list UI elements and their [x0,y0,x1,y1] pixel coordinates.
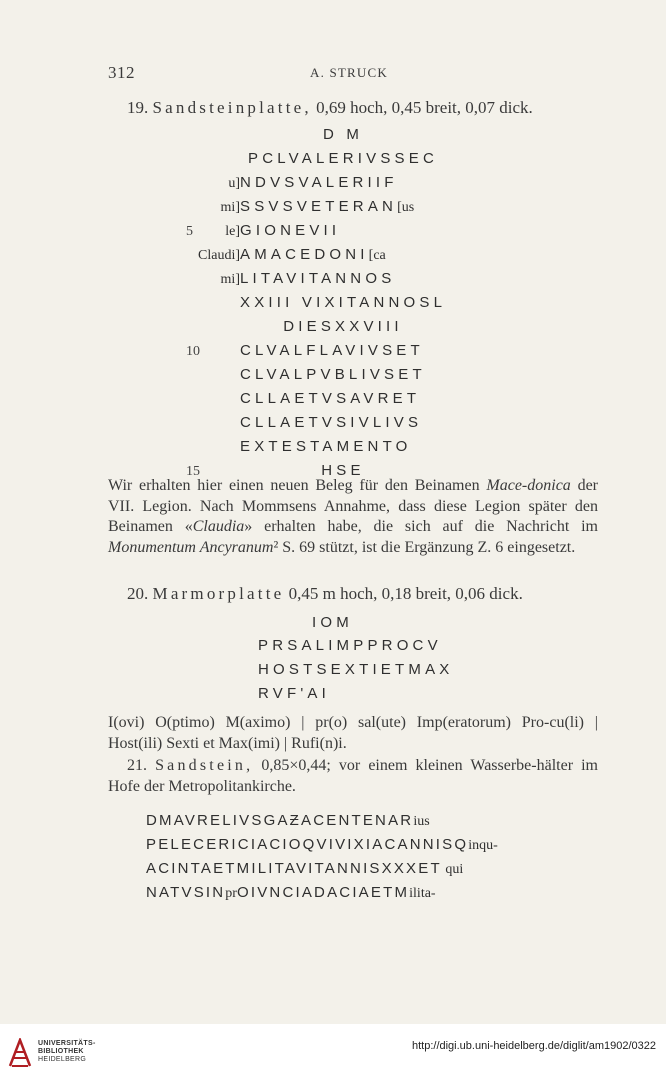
inscription-text: PCLVALERIVSSEC [248,150,438,167]
inscription-text: NATVSIN [146,884,226,901]
inscription-text: GIONEVII [240,222,341,239]
inscription-line [240,294,446,311]
restoration-prefix: Claudi] [198,248,240,263]
entry-dimensions: 0,69 hoch, 0,45 breit, 0,07 dick. [316,98,533,117]
page-number: 312 [108,63,135,82]
restoration-text: pr [225,886,237,901]
inscription-text: CLLAETVSIVLIVS [240,414,423,431]
inscription-line [198,246,386,264]
restoration-prefix: mi] [220,200,240,215]
inscription-line [146,860,463,878]
inscription-text: DMAVRELIVSGAƵACENTENAR [146,812,414,829]
body-text: ² S. 69 stützt, ist die Ergänzung Z. 6 eingesetzt. [273,538,576,556]
inscription-text: ACINTAETMILITAVITANNISXXXET [146,860,442,877]
body-text: Wir erhalten hier einen neuen Beleg für den Beinamen [108,477,487,494]
source-url[interactable]: http://digi.ub.uni-heidelberg.de/diglit/am1902/0322 [411,1040,656,1052]
inscription-line [240,390,420,407]
restoration-prefix: mi] [220,272,240,287]
library-logo-icon [8,1038,32,1068]
digitization-footer [0,1024,666,1079]
inscription-line [146,812,430,830]
entry-lead: Sandstein, [155,757,254,774]
italic-text: Monumentum Ancyranum [108,538,274,556]
entry-lead: Sandsteinplatte, [152,98,312,117]
inscription-line [225,222,340,240]
inscription-text: DIESXXVIII [283,318,403,335]
restoration-prefix: u] [228,176,240,191]
library-line: HEIDELBERG [38,1056,87,1063]
inscription-line: IOM [312,614,353,631]
library-line: UNIVERSITÄTS- [38,1040,96,1047]
inscription-line [221,198,415,216]
inscription-line [228,174,397,192]
inscription-text: CLLAETVSAVRET [240,390,421,407]
inscription-text: PELECERICIACIOQVIVIXIACANNISQ [146,836,469,853]
body-text: » erhalten habe, die sich auf die Nachricht im [244,518,598,535]
inscription-line [283,318,403,335]
entry-lead: Marmorplatte [152,584,285,603]
inscription-line [240,414,422,431]
line-number: 15 [186,464,200,479]
inscription-text: XXIII VIXITANNOSL [240,294,447,311]
inscription-line: RVF'AI [258,685,330,702]
restoration-text: ilita- [409,886,436,901]
inscription-text: SSVSVETERAN [240,198,398,215]
inscription-text: NDVSVALERIIF [240,174,398,191]
line-number: 5 [186,224,193,239]
entry-19-heading [127,98,533,118]
inscription-text: CLVALPVBLIVSET [240,366,426,383]
running-head-author: A. STRUCK [310,65,388,80]
restoration-prefix: le] [225,224,240,239]
inscription-line [240,366,426,383]
library-line: BIBLIOTHEK [38,1048,84,1055]
italic-text: Mace-donica [486,477,571,494]
inscription-text: EXTESTAMENTO [240,438,412,455]
inscription-line [240,438,412,455]
inscription-text: AMACEDONI [240,246,369,263]
entry-20-heading [127,584,523,604]
inscription-line [240,342,424,359]
entry-dimensions: 0,45 m hoch, 0,18 breit, 0,06 dick. [288,584,523,603]
restoration-text: qui [441,862,464,877]
entry-number: 21. [127,757,147,774]
entry-21-heading [108,756,598,797]
expansion-paragraph: I(ovi) O(ptimo) M(aximo) | pr(o) sal(ute) Imp(eratorum) Pro-cu(li) | Host(ili) Sexti et Max(imi) | Rufi(n)i. [108,714,598,752]
line-number: 10 [186,344,200,359]
inscription-line: HOSTSEXTIETMAX [258,661,454,678]
inscription-text: CLVALFLAVIVSET [240,342,424,359]
inscription-line [146,836,498,854]
inscription-line [221,270,396,288]
entry-number: 19. [127,98,149,117]
library-name [38,1040,96,1064]
italic-text: Claudia [192,518,245,535]
restoration-suffix: [ca [368,248,386,263]
commentary-paragraph-1 [108,476,598,558]
inscription-line [323,126,363,143]
restoration-text: ius [413,814,430,829]
inscription-line [146,884,436,902]
inscription-text: D M [322,126,364,143]
inscription-text: OIVNCIADACIAETM [236,884,410,901]
inscription-text: HSE [321,462,365,479]
entry-dimensions: 0,85×0,44; vor einem kleinen Wasserbe-hälter im Hofe der Metropolitankirche. [108,757,598,795]
restoration-text: inqu- [468,838,498,853]
entry-number: 20. [127,584,149,603]
inscription-line: PRSALIMPPROCV [258,637,442,654]
restoration-suffix: [us [397,200,415,215]
inscription-text: LITAVITANNOS [240,270,396,287]
inscription-line [248,150,438,167]
body-text: der VII. Legion. Nach Mommsens Annahme, dass diese Legion später den Beinamen « [108,477,598,535]
